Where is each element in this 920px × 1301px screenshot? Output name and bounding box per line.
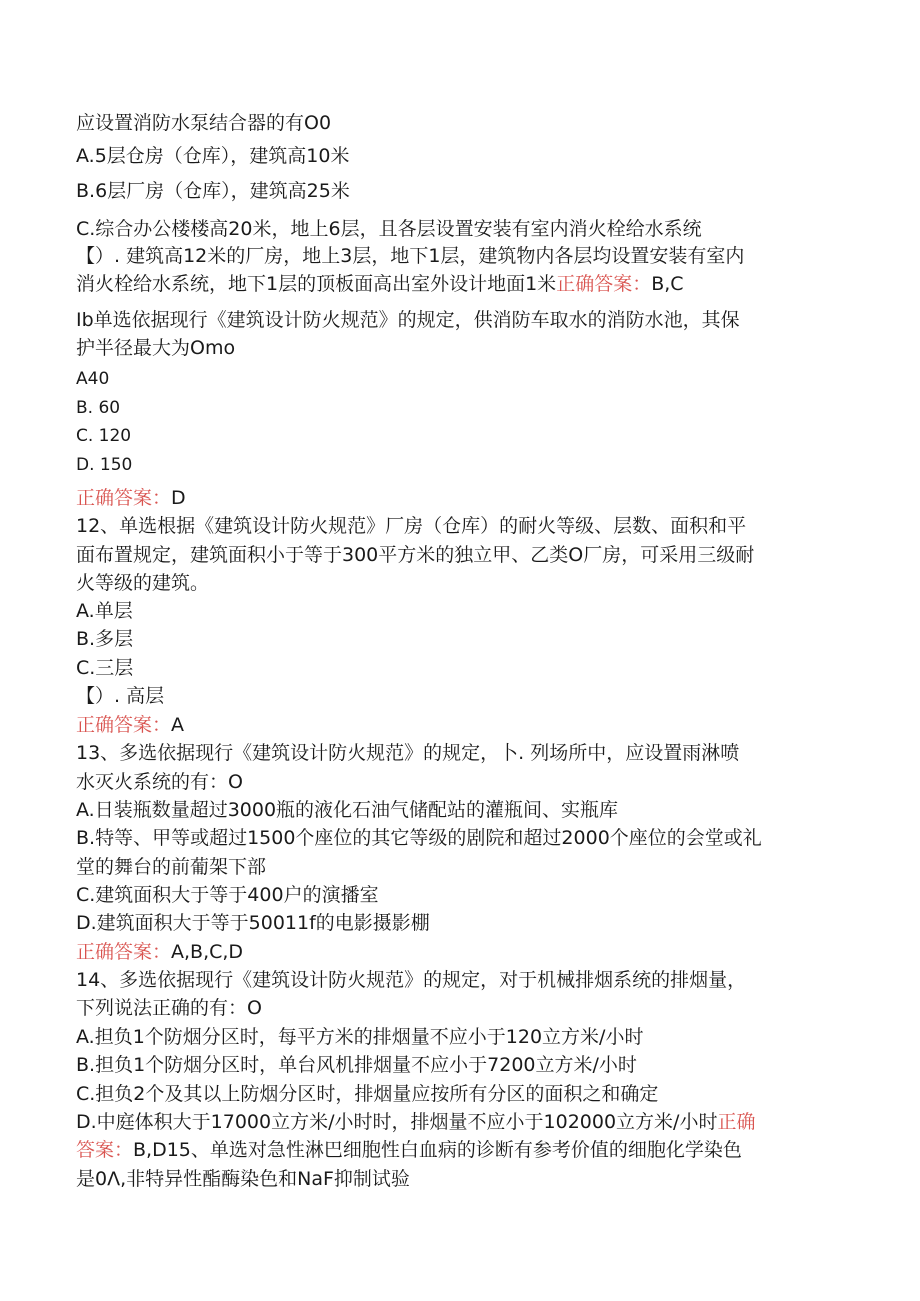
answer-label: 正确答案： (76, 487, 172, 509)
answer-value: A (171, 714, 185, 736)
answer-label: 正确答案： (556, 273, 652, 295)
answer-value: B,C (651, 273, 684, 295)
text-line: 护半径最大为Omo (76, 337, 236, 359)
text-line (76, 1110, 755, 1134)
text-line: 面布置规定，建筑面积小于等于300平方米的独立甲、乙类O厂房，可采用三级耐 (76, 544, 755, 566)
text-line: A.5层仓房（仓库），建筑高10米 (76, 145, 350, 167)
text-line: C.综合办公楼楼高20米，地上6层，且各层设置安装有室内消火栓给水系统 (76, 218, 702, 240)
text-line: B. 60 (76, 398, 121, 418)
text-line: B.多层 (76, 628, 134, 650)
answer-value: D (171, 487, 186, 509)
text-line: 【）. 高层 (76, 685, 165, 707)
text-line: A.日装瓶数量超过3000瓶的液化石油气储配站的灌瓶间、实瓶库 (76, 799, 619, 821)
answer-label: 正确答案： (76, 941, 172, 963)
text-line: 下列说法正确的有：O (76, 997, 262, 1019)
text-line: 12、单选根据《建筑设计防火规范》厂房（仓库）的耐火等级、层数、面积和平 (76, 515, 747, 537)
text-line: B.特等、甲等或超过1500个座位的其它等级的剧院和超过2000个座位的会堂或礼 (76, 827, 762, 849)
text-line: A.单层 (76, 600, 133, 622)
text-line: 【）. 建筑高12米的厂房，地上3层，地下1层，建筑物内各层均设置安装有室内 (76, 245, 745, 267)
text-line: 应设置消防水泵结合器的有O0 (76, 112, 332, 134)
text-line: 是0Λ,非特异性酯酶染色和NaF抑制试验 (76, 1168, 410, 1190)
text-line: 13、多选依据现行《建筑设计防火规范》的规定，卜. 列场所中，应设置雨淋喷 (76, 742, 740, 764)
text-line: Ib单选依据现行《建筑设计防火规范》的规定，供消防车取水的消防水池，其保 (76, 309, 740, 331)
text-line: B.6层厂房（仓库），建筑高25米 (76, 180, 350, 202)
answer-label: 正确 (717, 1111, 756, 1133)
answer-value: A,B,C,D (171, 941, 244, 963)
text-line (76, 713, 184, 737)
text-line: C. 120 (76, 426, 132, 446)
text-line (76, 486, 186, 510)
line-text: 消火栓给水系统，地下1层的顶板面高出室外设计地面1米 (76, 273, 557, 295)
text-line: B.担负1个防烟分区时，单台风机排烟量不应小于7200立方米/小时 (76, 1054, 637, 1076)
text-line: D.建筑面积大于等于50011f的电影摄影棚 (76, 912, 430, 934)
text-line: 14、多选依据现行《建筑设计防火规范》的规定，对于机械排烟系统的排烟量， (76, 969, 747, 991)
text-line: C.担负2个及其以上防烟分区时，排烟量应按所有分区的面积之和确定 (76, 1083, 659, 1105)
text-line: 堂的舞台的前葡架下部 (76, 856, 267, 878)
text-line: A.担负1个防烟分区时，每平方米的排烟量不应小于120立方米/小时 (76, 1026, 644, 1048)
answer-label: 正确答案： (76, 714, 172, 736)
text-line: C.建筑面积大于等于400户的演播室 (76, 884, 379, 906)
answer-label: 答案： (76, 1139, 134, 1161)
text-line: A40 (76, 369, 110, 389)
line-text: D.中庭体积大于17000立方米/小时时，排烟量不应小于102000立方米/小时 (76, 1111, 718, 1133)
text-line (76, 272, 684, 296)
text-line (76, 940, 243, 964)
text-line: 水灭火系统的有：O (76, 771, 243, 793)
text-line: D. 150 (76, 455, 133, 475)
text-line: C.三层 (76, 657, 134, 679)
text-line (76, 1138, 742, 1162)
line-text: B,D15、单选对急性淋巴细胞性白血病的诊断有参考价值的细胞化学染色 (133, 1139, 742, 1161)
text-line: 火等级的建筑。 (76, 572, 210, 594)
